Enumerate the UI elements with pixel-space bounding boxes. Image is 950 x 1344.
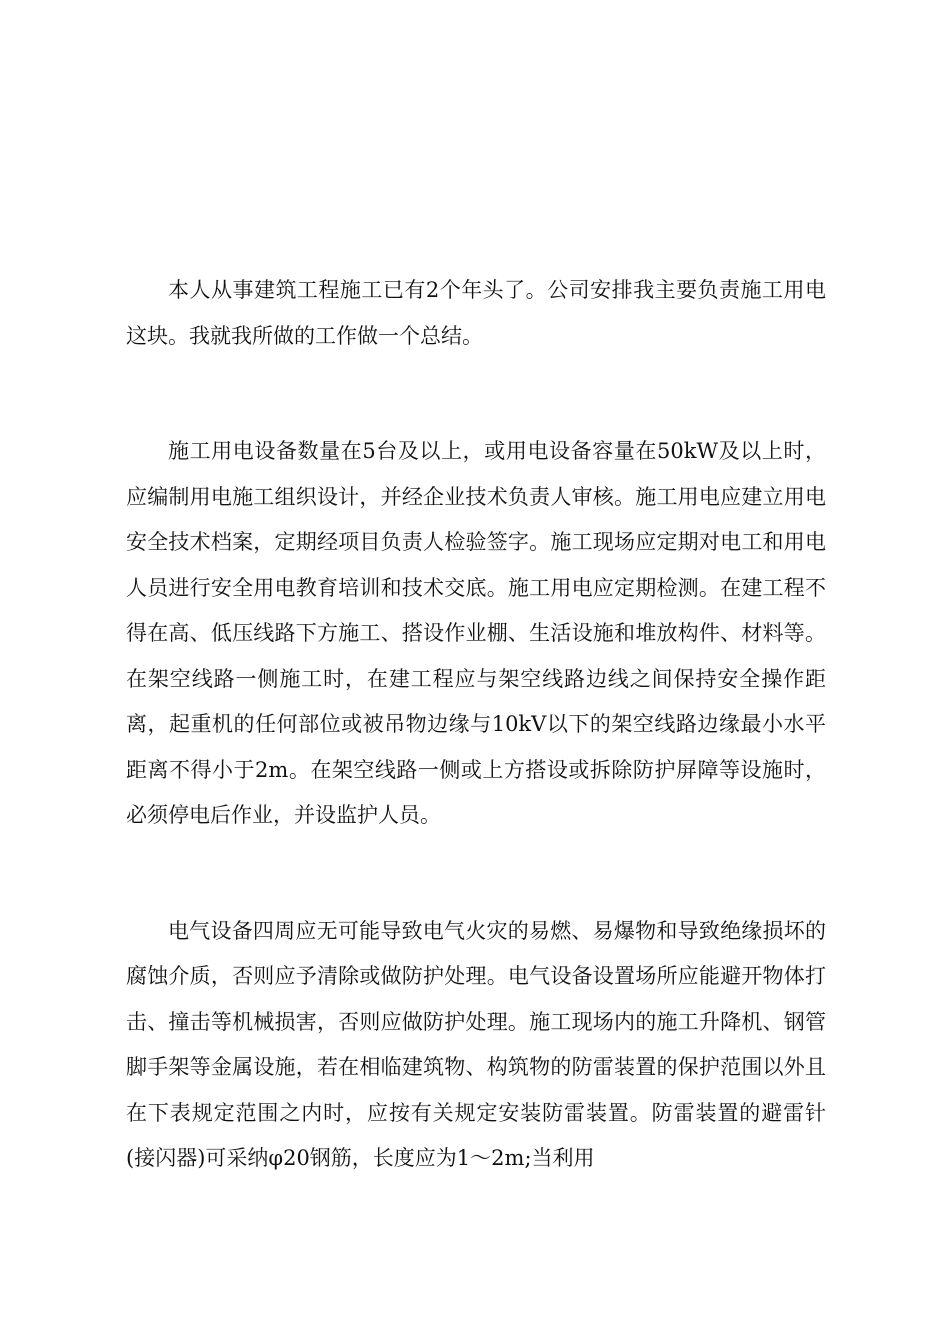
document-body bbox=[126, 268, 826, 1182]
paragraph-power-requirements: 施工用电设备数量在5台及以上，或用电设备容量在50kW及以上时，应编制用电施工组织设计，并经企业技术负责人审核。施工用电应建立用电安全技术档案，定期经项目负责人检验签字。施工现场应定期对电工和用电人员进行安全用电教育培训和技术交底。施工用电应定期检测。在建工程不得在高、低压线路下方施工、搭设作业棚、生活设施和堆放构件、材料等。在架空线路一侧施工时，在建工程应与架空线路边线之间保持安全操作距离，起重机的任何部位或被吊物边缘与10kV以下的架空线路边缘最小水平距离不得小于2m。在架空线路一侧或上方搭设或拆除防护屏障等设施时，必须停电后作业，并设监护人员。 bbox=[126, 439, 826, 827]
paragraph-equipment-protection: 电气设备四周应无可能导致电气火灾的易燃、易爆物和导致绝缘损坏的腐蚀介质，否则应予清除或做防护处理。电气设备设置场所应能避开物体打击、撞击等机械损害，否则应做防护处理。施工现场内的施工升降机、钢管脚手架等金属设施，若在相临建筑物、构筑物的防雷装置的保护范围以外且在下表规定范围之内时，应按有关规定安装防雷装置。防雷装置的避雷针(接闪器)可采纳φ20钢筋，长度应为1～2m;当利用 bbox=[126, 918, 826, 1170]
paragraph-intro: 本人从事建筑工程施工已有2个年头了。公司安排我主要负责施工用电这块。我就我所做的工作做一个总结。 bbox=[126, 278, 826, 348]
